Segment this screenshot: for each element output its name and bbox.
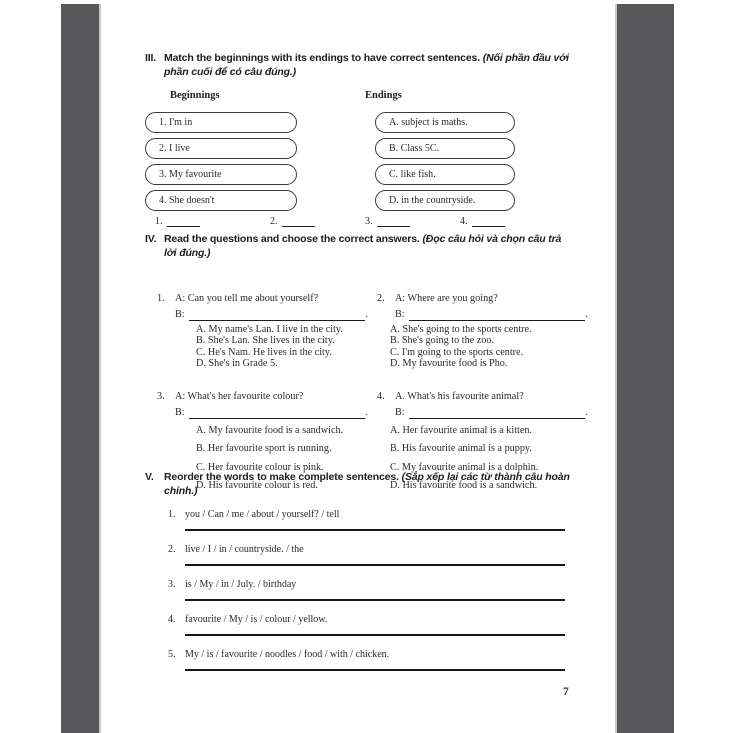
question-prompt: A: Where are you going?	[395, 293, 498, 305]
answer-b-row	[175, 309, 368, 322]
match-answers-row	[145, 216, 577, 230]
reorder-items	[145, 509, 577, 671]
section-match-header	[145, 52, 577, 79]
answer-period: .	[365, 308, 368, 320]
answer-blank-line	[409, 408, 586, 419]
item-number: 5.	[168, 649, 176, 661]
matching-beginning-item: 1. I'm in	[145, 112, 297, 133]
option-item: C. Her favourite colour is pink.	[196, 461, 324, 473]
section-read-header	[145, 233, 577, 260]
reorder-item	[145, 649, 577, 671]
item-number: 2.	[168, 544, 176, 556]
answer-write-line	[185, 564, 565, 566]
section-reorder	[145, 471, 577, 684]
answer-b-label: B:	[395, 308, 405, 320]
section-title	[164, 233, 575, 260]
section-numeral: V.	[145, 471, 154, 483]
item-number: 1.	[168, 509, 176, 521]
item-words: live / I / in / countryside. / the	[185, 544, 304, 556]
answer-blank-line	[409, 310, 586, 321]
reorder-item	[145, 544, 577, 566]
option-item: B. Her favourite sport is running.	[196, 443, 332, 455]
answer-b-label: B:	[395, 406, 405, 418]
option-item: D. His favourite colour is red.	[196, 479, 318, 491]
question-prompt-row	[377, 293, 577, 306]
section-title-vi: (Đọc câu hỏi và chọn câu trả lời đúng.)	[164, 233, 562, 259]
match-row	[145, 112, 577, 133]
question-prompt: A. What's his favourite animal?	[395, 391, 524, 403]
matching-beginning-item: 3. My favourite	[145, 164, 297, 185]
options-list	[390, 324, 577, 369]
desk-background-right	[615, 4, 674, 733]
option-item: C. I'm going to the sports centre.	[390, 346, 524, 358]
option-item: B. She's going to the zoo.	[390, 335, 494, 347]
question-prompt-row	[157, 293, 371, 306]
answer-b-label: B:	[175, 308, 185, 320]
options-list	[196, 324, 371, 369]
item-words: you / Can / me / about / yourself? / tell	[185, 509, 340, 521]
section-title-vi: (Nối phần đầu với phần cuối để có câu đúng.)	[164, 52, 569, 78]
matching-ending-item: C. like fish.	[375, 164, 515, 185]
answer-blank-line	[377, 216, 410, 227]
option-item: C. He's Nam. He lives in the city.	[196, 346, 332, 358]
item-words: is / My / in / July. / birthday	[185, 579, 297, 591]
section-title	[164, 52, 575, 79]
section-title	[164, 471, 575, 498]
answer-number: 2.	[270, 216, 278, 228]
question-number: 3.	[157, 391, 165, 403]
matching-ending-item: A. subject is maths.	[375, 112, 515, 133]
answer-b-row	[395, 407, 588, 420]
option-item: D. My favourite food is Pho.	[390, 358, 508, 370]
answer-b-label: B:	[175, 406, 185, 418]
answer-number: 4.	[460, 216, 468, 228]
option-item: A. My favourite food is a sandwich.	[196, 425, 344, 437]
matching-ending-item: B. Class 5C.	[375, 138, 515, 159]
question-number: 1.	[157, 293, 165, 305]
section-title-en: Read the questions and choose the correct answers.	[164, 233, 420, 245]
question-number: 2.	[377, 293, 385, 305]
answer-period: .	[585, 308, 588, 320]
answer-b-row	[395, 309, 588, 322]
answer-blank-line	[189, 408, 366, 419]
answer-blank-line	[282, 216, 315, 227]
option-item: D. His favourite food is a sandwich.	[390, 479, 538, 491]
matching-ending-item: D. in the countryside.	[375, 190, 515, 211]
answer-write-line	[185, 634, 565, 636]
item-words: My / is / favourite / noodles / food / with / chicken.	[185, 649, 390, 661]
section-match	[145, 52, 577, 230]
section-numeral: III.	[145, 52, 157, 64]
match-answer-blank	[365, 216, 410, 227]
answer-blank-line	[472, 216, 505, 227]
answer-blank-line	[167, 216, 200, 227]
question-prompt: A: Can you tell me about yourself?	[175, 293, 319, 305]
match-answer-blank	[270, 216, 315, 227]
answer-period: .	[585, 406, 588, 418]
question-number: 4.	[377, 391, 385, 403]
matching-beginning-item: 4. She doesn't	[145, 190, 297, 211]
section-title-en: Match the beginnings with its endings to have correct sentences.	[164, 52, 480, 64]
reorder-item	[145, 579, 577, 601]
section-numeral: IV.	[145, 233, 157, 245]
match-row	[145, 164, 577, 185]
option-item: B. She's Lan. She lives in the city.	[196, 335, 335, 347]
answer-write-line	[185, 669, 565, 671]
match-row	[145, 190, 577, 211]
match-row	[145, 138, 577, 159]
question-prompt-row	[377, 391, 577, 404]
answer-number: 1.	[155, 216, 163, 228]
column-labels	[145, 90, 577, 103]
worksheet-page	[101, 0, 615, 733]
option-item: A. Her favourite animal is a kitten.	[390, 425, 533, 437]
option-item: B. His favourite animal is a puppy.	[390, 443, 532, 455]
section-reorder-header	[145, 471, 577, 498]
item-number: 4.	[168, 614, 176, 626]
option-item: A. She's going to the sports centre.	[390, 324, 532, 336]
answer-period: .	[365, 406, 368, 418]
option-item: A. My name's Lan. I live in the city.	[196, 324, 343, 336]
beginnings-column-label: Beginnings	[170, 90, 220, 102]
answer-b-row	[175, 407, 368, 420]
page-number: 7	[563, 686, 569, 698]
question-block-1	[157, 293, 371, 369]
option-item: C. My favourite animal is a dolphin.	[390, 461, 539, 473]
endings-column-label: Endings	[365, 90, 402, 102]
answer-write-line	[185, 599, 565, 601]
section-title-vi: (Sắp xếp lại các từ thành câu hoàn chỉnh.)	[164, 471, 570, 497]
match-answer-blank	[460, 216, 505, 227]
match-answer-blank	[155, 216, 200, 227]
reorder-item	[145, 614, 577, 636]
answer-write-line	[185, 529, 565, 531]
answer-blank-line	[189, 310, 366, 321]
section-title-en: Reorder the words to make complete sentences.	[164, 471, 399, 483]
option-item: D. She's in Grade 5.	[196, 358, 278, 370]
question-prompt-row	[157, 391, 371, 404]
item-number: 3.	[168, 579, 176, 591]
desk-background-left	[61, 4, 101, 733]
matching-beginning-item: 2. I live	[145, 138, 297, 159]
answer-number: 3.	[365, 216, 373, 228]
reorder-item	[145, 509, 577, 531]
item-words: favourite / My / is / colour / yellow.	[185, 614, 328, 626]
question-prompt: A: What's her favourite colour?	[175, 391, 304, 403]
question-block-2	[377, 293, 588, 370]
